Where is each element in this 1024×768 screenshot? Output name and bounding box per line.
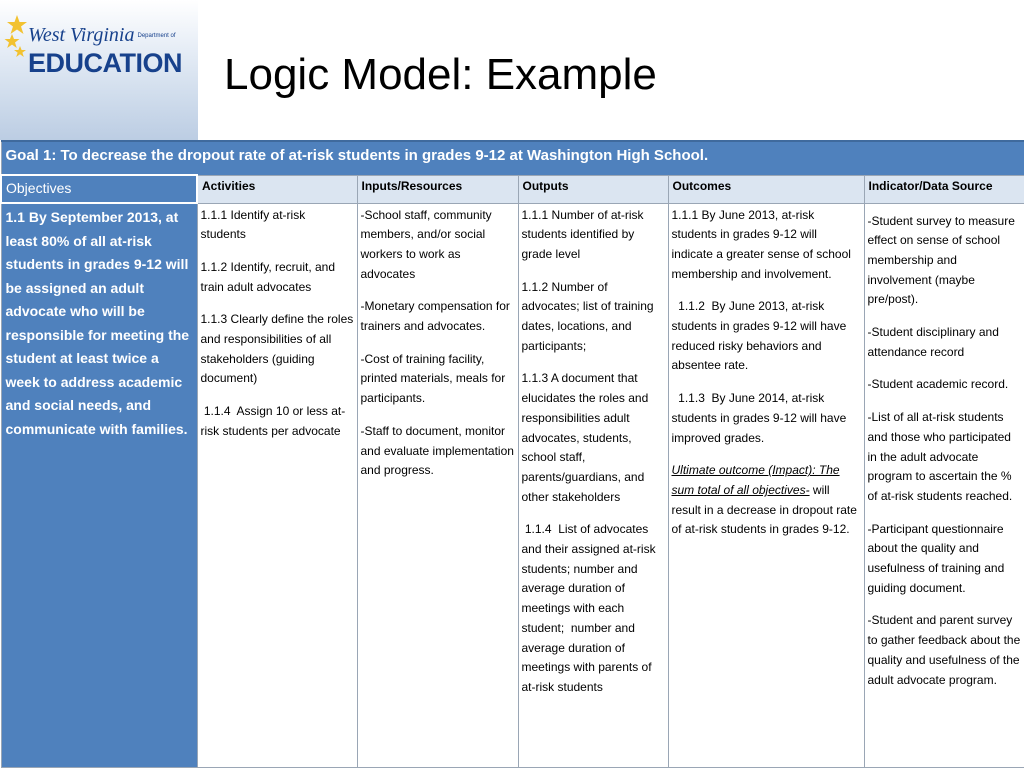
input-item: -Monetary compensation for trainers and advocates.	[360, 299, 510, 334]
header-outputs: Outputs	[518, 175, 668, 203]
indicator-item: -Student and parent survey to gather feedback about the quality and usefulness of the adult advocate program.	[867, 613, 1021, 687]
activity-item: 1.1.2 Identify, recruit, and train adult advocates	[200, 259, 336, 294]
outcomes-cell	[668, 203, 864, 768]
slide-title: Logic Model: Example	[224, 50, 657, 99]
goal-header: Goal 1: To decrease the dropout rate of at-risk students in grades 9-12 at Washington High School.	[1, 141, 1024, 175]
indicator-item: -Student survey to measure effect on sense of school membership and involvement (maybe pre/post).	[867, 213, 1015, 307]
activity-item: 1.1.3 Clearly define the roles and responsibilities of all stakeholders (guiding document)	[200, 312, 354, 386]
outcome-item: 1.1.1 By June 2013, at-risk students in grades 9-12 will indicate a greater sense of school membership and involvement.	[671, 207, 851, 281]
input-item: -Cost of training facility, printed materials, meals for participants.	[360, 351, 506, 406]
ultimate-outcome-label: Ultimate outcome (Impact): The sum total of all objectives-	[671, 463, 840, 497]
header-objectives: Objectives	[1, 175, 197, 203]
header-outcomes: Outcomes	[668, 175, 864, 203]
logo-education-text: EDUCATION	[28, 48, 182, 78]
star-icon	[4, 14, 30, 64]
indicator-item: -Student academic record.	[867, 377, 1009, 392]
indicator-item: -Student disciplinary and attendance record	[867, 325, 999, 359]
objective-text: 1.1 By September 2013, at least 80% of all at-risk students in grades 9-12 will be assigned an adult advocate who will be responsible for meeting the student at least twice a week to address academic and social needs, and communicate with families.	[5, 209, 190, 437]
indicator-item: -List of all at-risk students and those who participated in the adult advocate program to ascertain the % of at-risk students reached.	[867, 410, 1013, 503]
indicators-cell	[864, 203, 1024, 768]
header-inputs: Inputs/Resources	[357, 175, 518, 203]
activity-item: 1.1.4 Assign 10 or less at-risk students per advocate	[200, 404, 346, 438]
activity-item: 1.1.1 Identify at-risk students	[200, 207, 306, 242]
output-item: 1.1.3 A document that elucidates the roles and responsibilities adult advocates, students, school staff, parents/guardians, and other stakeholders	[521, 371, 649, 504]
outputs-cell	[518, 203, 668, 768]
output-item: 1.1.1 Number of at-risk students identified by grade level	[521, 207, 644, 261]
ultimate-outcome-text: will result in a decrease in dropout rate of at-risk students in grades 9-12.	[671, 482, 857, 537]
outcome-item: 1.1.3 By June 2014, at-risk students in grades 9-12 will have improved grades.	[671, 391, 850, 445]
output-item: 1.1.2 Number of advocates; list of training dates, locations, and participants;	[521, 279, 654, 353]
header-activities: Activities	[197, 175, 357, 203]
output-item: 1.1.4 List of advocates and their assigned at-risk students; number and average duration of meetings with each student; number and average duration of meetings with parents of at-risk students	[521, 522, 659, 694]
inputs-cell	[357, 203, 518, 768]
logo-state-name	[28, 24, 177, 47]
logic-model-table	[0, 140, 1024, 768]
logo-department-text: Department of	[137, 32, 176, 39]
wv-education-logo	[0, 0, 198, 140]
objective-cell	[1, 203, 197, 768]
activities-cell	[197, 203, 357, 768]
outcome-item: 1.1.2 By June 2013, at-risk students in grades 9-12 will have reduced risky behaviors and absentee rate.	[671, 299, 850, 373]
input-item: -School staff, community members, and/or social workers to work as advocates	[360, 207, 492, 281]
indicator-item: -Participant questionnaire about the quality and usefulness of training and guiding document.	[867, 521, 1005, 595]
input-item: -Staff to document, monitor and evaluate implementation and progress.	[360, 423, 514, 478]
header-indicators: Indicator/Data Source	[864, 175, 1024, 203]
logo-state-text: West Virginia	[28, 24, 135, 46]
ultimate-outcome	[672, 461, 861, 540]
